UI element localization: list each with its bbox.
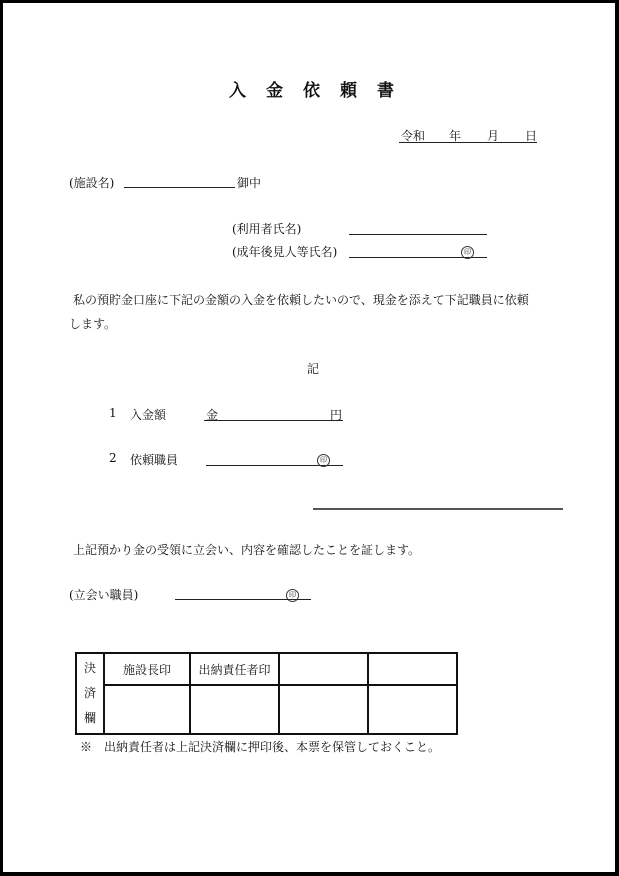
user-name-field[interactable] (349, 234, 487, 235)
approval-header-director: 施設長印 (104, 653, 190, 685)
item1-label: 入金額 (130, 408, 167, 422)
date-era: 令和 (401, 129, 426, 143)
facility-name-field[interactable] (124, 187, 235, 188)
amount-prefix: 金 (206, 408, 219, 422)
document-title: 入金依頼書 (229, 81, 414, 101)
witness-text: 上記預かり金の受領に立会い、内容を確認したことを証します。 (73, 543, 421, 557)
date-underline (399, 142, 537, 143)
footnote: ※ 出納責任者は上記決済欄に押印後、本票を保管しておくこと。 (80, 740, 441, 754)
approval-side-char: 決 (83, 661, 96, 675)
approval-header-blank (279, 653, 368, 685)
ki-label: 記 (307, 362, 320, 376)
date-year: 年 (449, 129, 462, 143)
request-text-line1: 私の預貯金口座に下記の金額の入金を依頼したいので、現金を添えて下記職員に依頼 (73, 293, 529, 307)
approval-stamp-cell[interactable] (368, 685, 457, 734)
approval-header-blank (368, 653, 457, 685)
seal-mark: 印 (317, 454, 330, 467)
item1-number: 1 (109, 406, 117, 420)
user-label: (利用者氏名) (232, 222, 302, 236)
amount-field[interactable] (204, 420, 343, 421)
seal-mark: 印 (286, 589, 299, 602)
approval-header-treasurer: 出納責任者印 (190, 653, 279, 685)
approval-side-label (76, 653, 104, 734)
approval-stamp-director[interactable] (104, 685, 190, 734)
approval-table (75, 652, 458, 735)
witness-label: (立会い職員) (69, 588, 139, 602)
staff-seal (317, 451, 330, 467)
item2-number: 2 (109, 451, 117, 465)
approval-stamp-cell[interactable] (279, 685, 368, 734)
guardian-label: (成年後見人等氏名) (232, 245, 338, 259)
guardian-seal (461, 243, 474, 259)
amount-suffix: 円 (330, 408, 343, 422)
seal-mark: 印 (461, 246, 474, 259)
facility-label: (施設名) (69, 176, 115, 190)
approval-stamp-treasurer[interactable] (190, 685, 279, 734)
approval-side-char: 欄 (83, 711, 96, 725)
witness-seal (286, 586, 299, 602)
date-day: 日 (525, 129, 538, 143)
facility-suffix: 御中 (237, 176, 262, 190)
separator-line (313, 508, 563, 510)
request-text-line2: します。 (69, 317, 117, 331)
item2-label: 依頼職員 (130, 453, 179, 467)
date-month: 月 (487, 129, 500, 143)
approval-side-char: 済 (83, 686, 96, 700)
